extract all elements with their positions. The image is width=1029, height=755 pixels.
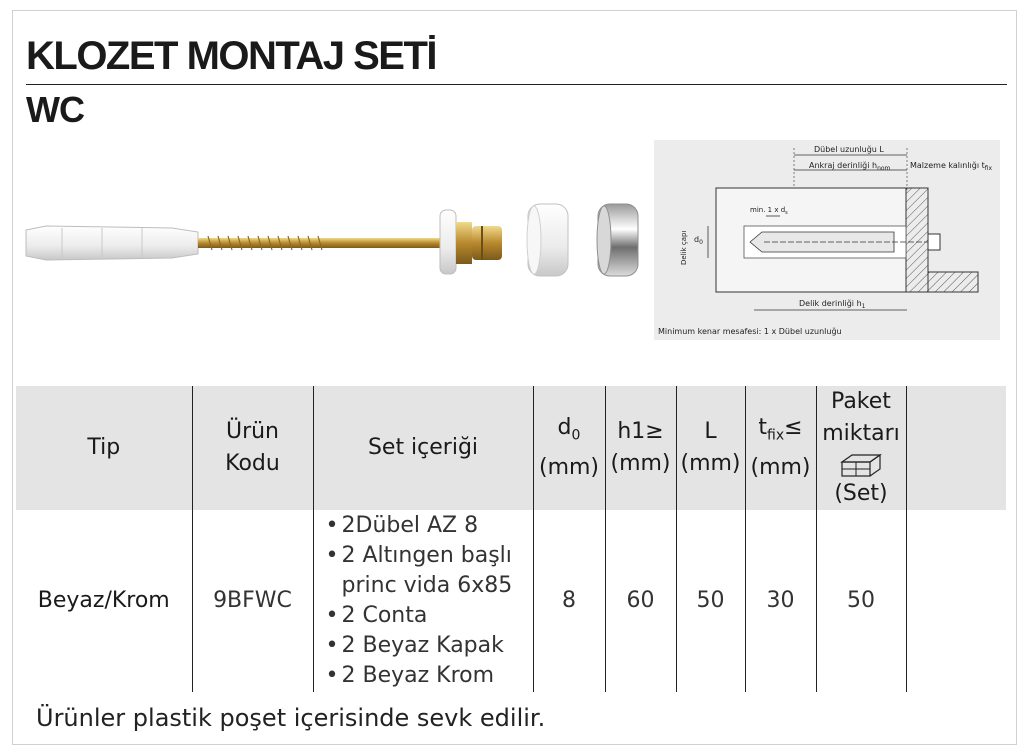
page-subtitle: WC — [26, 89, 84, 130]
installation-diagram — [654, 140, 1000, 340]
diagram-d0: $d_0$ — [694, 235, 703, 246]
cell-l: 50 — [676, 510, 745, 692]
header-paket: Paket miktarı (Set) — [816, 386, 906, 510]
cell-paket: 50 — [816, 510, 906, 692]
header-h1: h1≥ (mm) — [605, 386, 676, 510]
diagram-min-label: min. 1 x $d_s$ — [750, 206, 788, 216]
list-item: • 2Dübel AZ 8 — [326, 511, 533, 541]
shipping-note: Ürünler plastik poşet içerisinde sevk edilir. — [36, 704, 546, 732]
list-item: • 2 Beyaz Krom — [326, 661, 533, 691]
cell-tip: Beyaz/Krom — [37, 588, 170, 613]
diagram-hole-diameter: Delik çapı — [680, 230, 688, 265]
header-set-icerigi: Set içeriği — [313, 386, 533, 510]
header-tfix: $t_{fix}\le$ (mm) — [745, 386, 816, 510]
cell-tfix: 30 — [745, 510, 816, 692]
cell-set-icerigi — [313, 510, 533, 692]
table-row — [16, 510, 1006, 692]
diagram-material-thickness: Malzeme kalınlığı $t_{fix}$ — [910, 161, 993, 172]
header-empty — [906, 386, 1006, 510]
cell-d0: 8 — [533, 510, 605, 692]
diagram-edge-distance: Minimum kenar mesafesi: 1 x Dübel uzunluğu — [658, 327, 842, 336]
spec-table — [16, 386, 1006, 692]
header-d0: $d_0$ (mm) — [533, 386, 605, 510]
cell-urun-kodu: 9BFWC — [192, 510, 313, 692]
diagram-dubel-length: Dübel uzunluğu L — [814, 145, 884, 154]
list-item: • 2 Altıngen başlı — [326, 541, 533, 571]
cell-empty — [906, 510, 1006, 692]
page-title: KLOZET MONTAJ SETİ — [26, 34, 437, 78]
list-item: • 2 Beyaz Kapak — [326, 631, 533, 661]
header-tip: Tip — [16, 386, 192, 510]
list-item-continuation: princ vida 6x85 — [341, 573, 513, 598]
header-urun-kodu: Ürün Kodu — [192, 386, 313, 510]
product-image — [22, 192, 662, 292]
package-box-icon — [838, 452, 884, 478]
diagram-anchor-depth: Ankraj derinliği $h_{nom}$ — [809, 161, 891, 172]
title-rule — [26, 84, 1007, 85]
list-item: • 2 Conta — [326, 601, 533, 631]
table-header-row — [16, 386, 1006, 510]
set-contents-list — [326, 511, 533, 691]
diagram-hole-depth: Delik derinliği $h_1$ — [799, 299, 866, 310]
cell-h1: 60 — [605, 510, 676, 692]
header-l: L (mm) — [676, 386, 745, 510]
